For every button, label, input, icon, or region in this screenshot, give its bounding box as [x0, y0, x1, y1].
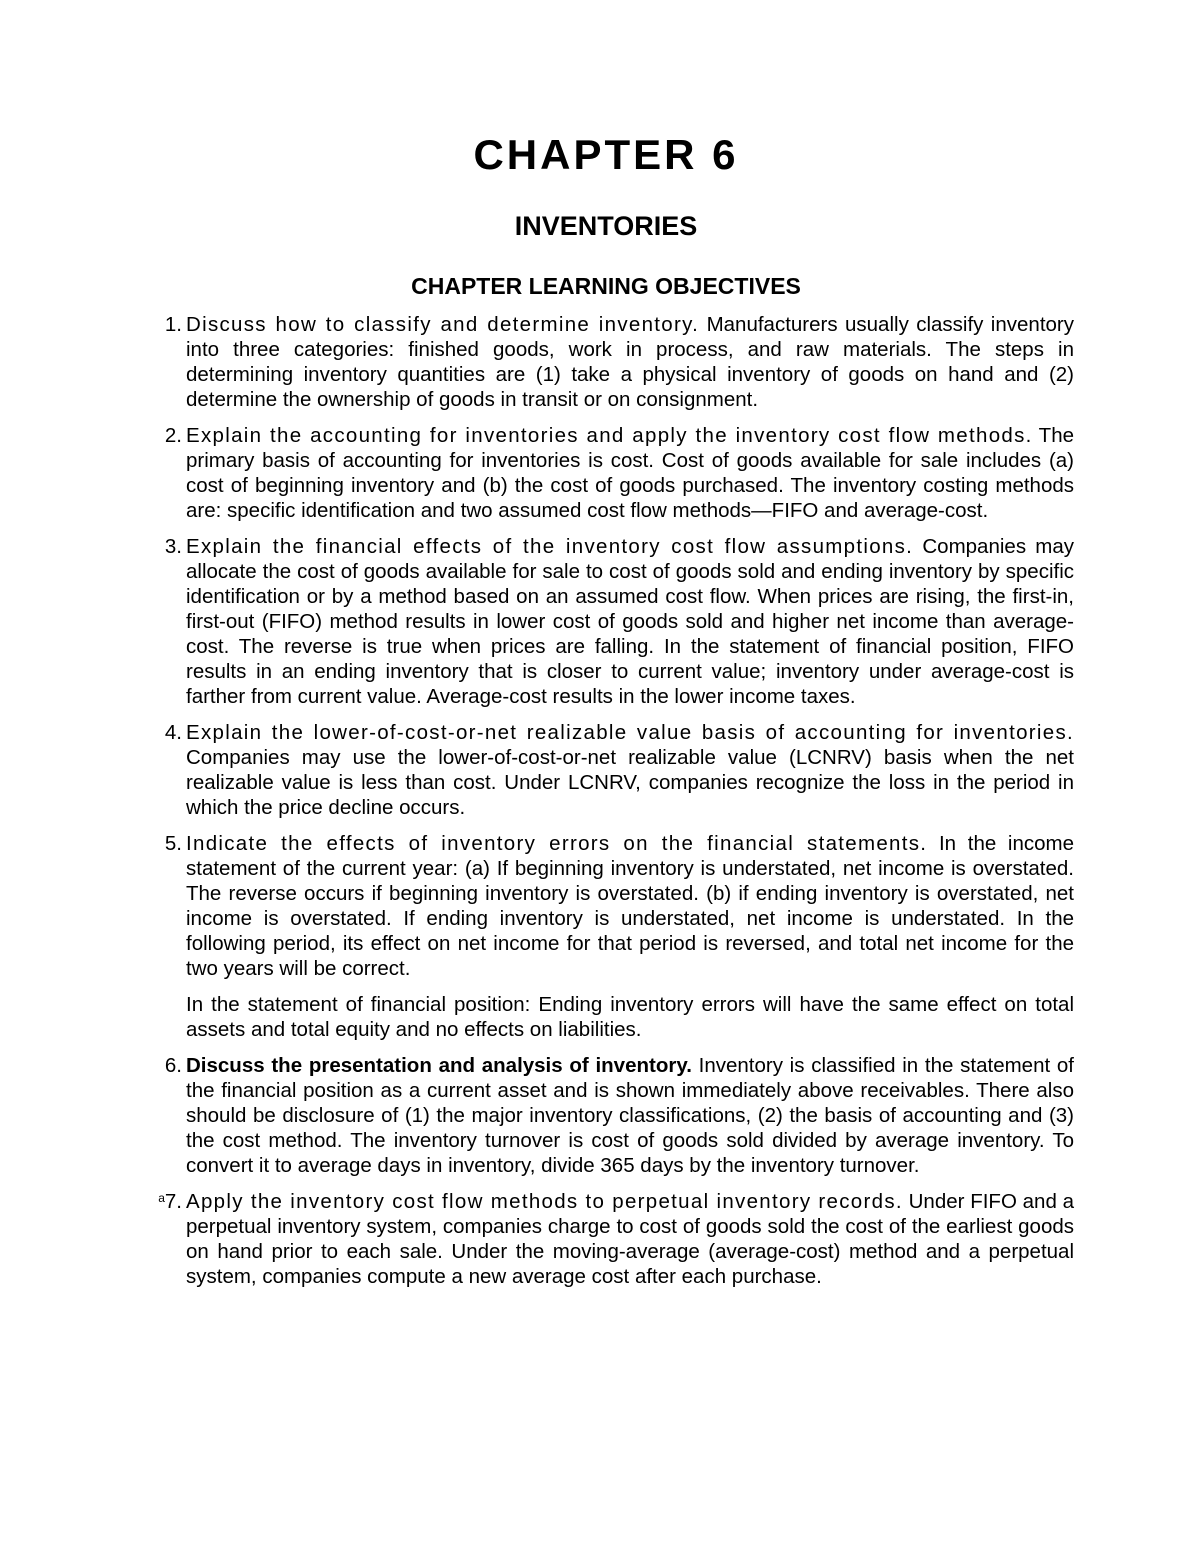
objective-superscript: a: [158, 1191, 165, 1205]
learning-objectives-list: [0, 312, 1200, 1300]
objective-heading: Explain the financial effects of the inventory cost flow assumptions.: [186, 535, 914, 558]
objective-heading: Explain the accounting for inventories and apply the inventory cost flow methods.: [186, 424, 1033, 447]
objective-item: [0, 720, 1074, 820]
section-title: CHAPTER LEARNING OBJECTIVES: [411, 273, 801, 299]
objective-body: Under FIFO and a perpetual inventory system, companies charge to cost of goods sold the cost of the earliest goods on hand prior to each sale. Under the moving-average (average-cost) method and a perpetual system, companies compute a new average cost after each purchase.: [186, 1190, 1074, 1288]
objective-number: 4.: [164, 721, 182, 744]
objective-item: [0, 1053, 1074, 1178]
chapter-number: CHAPTER 6: [473, 131, 739, 178]
objective-heading: Explain the lower-of-cost-or-net realizable value basis of accounting for inventories.: [186, 721, 1074, 744]
objective-heading: Discuss how to classify and determine inventory.: [186, 313, 700, 336]
objective-item: [0, 423, 1074, 523]
objective-extra-paragraph: In the statement of financial position: Ending inventory errors will have the same effect on total assets and total equity and no effects on liabilities.: [186, 993, 1074, 1041]
objective-number: 5.: [164, 832, 182, 855]
objective-heading: Discuss the presentation and analysis of inventory.: [186, 1054, 692, 1077]
objective-body: In the income statement of the current year: (a) If beginning inventory is understated, net income is overstated. The reverse occurs if beginning inventory is overstated. (b) if ending inventory is overstated, net income is overstated. If ending inventory is understated, net income is understated. In the following period, its effect on net income for that period is reversed, and total net income for the two years will be correct.: [186, 832, 1074, 980]
objective-heading: Apply the inventory cost flow methods to perpetual inventory records.: [186, 1190, 903, 1213]
objective-number: 2.: [164, 424, 182, 447]
objective-body: The primary basis of accounting for inventories is cost. Cost of goods available for sale includes (a) cost of beginning inventory and (b) the cost of goods purchased. The inventory costing methods are: specific identification and two assumed cost flow methods—FIFO and average-cost.: [186, 424, 1074, 522]
objective-number: 6.: [164, 1054, 182, 1077]
objective-number: $^a$7.: [158, 1190, 182, 1213]
objective-item: [0, 1189, 1074, 1289]
objective-item: [0, 312, 1074, 412]
objective-heading: Indicate the effects of inventory errors on the financial statements.: [186, 832, 928, 855]
objective-number: 3.: [164, 535, 182, 558]
objective-item: [0, 534, 1074, 709]
objective-item: [0, 831, 1074, 1042]
objective-body: Companies may allocate the cost of goods available for sale to cost of goods sold and ending inventory by specific identification or by a method based on an assumed cost flow. When prices are rising, the first-in, first-out (FIFO) method results in lower cost of goods sold and higher net income than average-cost. The reverse is true when prices are falling. In the statement of financial position, FIFO results in an ending inventory that is closer to current value; inventory under average-cost is farther from current value. Average-cost results in the lower income taxes.: [186, 535, 1075, 708]
objective-body: Inventory is classified in the statement of the financial position as a current asset and is shown immediately above receivables. There also should be disclosure of (1) the major inventory classifications, (2) the basis of accounting and (3) the cost method. The inventory turnover is cost of goods sold divided by average inventory. To convert it to average days in inventory, divide 365 days by the inventory turnover.: [186, 1054, 1074, 1177]
objective-number: 1.: [164, 313, 182, 336]
objective-body: Companies may use the lower-of-cost-or-net realizable value (LCNRV) basis when the net realizable value is less than cost. Under LCNRV, companies recognize the loss in the period in which the price decline occurs.: [186, 746, 1074, 819]
objective-body: Manufacturers usually classify inventory into three categories: finished goods, work in process, and raw materials. The steps in determining inventory quantities are (1) take a physical inventory of goods on hand and (2) determine the ownership of goods in transit or on consignment.: [186, 313, 1074, 411]
chapter-title: INVENTORIES: [514, 211, 698, 241]
